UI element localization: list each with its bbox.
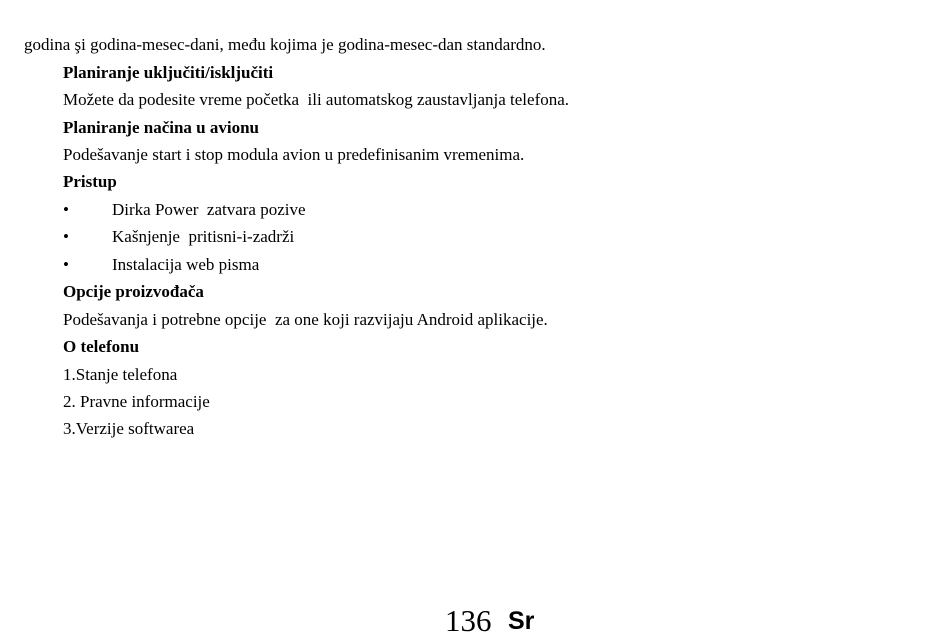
schedule-power-text: Možete da podesite vreme početka ili automatskog zaustavljanja telefona. bbox=[63, 90, 570, 109]
access-item-delay: Kašnjenje pritisni-i-zadrži bbox=[112, 227, 295, 246]
bullet-icon: • bbox=[63, 200, 69, 219]
airplane-heading: Planiranje načina u avionu bbox=[63, 118, 260, 137]
about-item-status: 1.Stanje telefona bbox=[63, 365, 178, 384]
intro-text: godina şi godina-mesec-dani, među kojima je godina-mesec-dan standardno. bbox=[24, 35, 546, 54]
bullet-icon: • bbox=[63, 227, 69, 246]
language-code: Sr bbox=[508, 607, 535, 635]
about-phone-heading: O telefonu bbox=[63, 337, 140, 356]
developer-options-text: Podešavanja i potrebne opcije za one koji razvijaju Android aplikacije. bbox=[63, 310, 548, 329]
about-item-legal: 2. Pravne informacije bbox=[63, 392, 210, 411]
bullet-icon: • bbox=[63, 255, 69, 274]
about-item-software: 3.Verzije softwarea bbox=[63, 419, 195, 438]
access-item-web-fonts: Instalacija web pisma bbox=[112, 255, 260, 274]
airplane-text: Podešavanje start i stop modula avion u predefinisanim vremenima. bbox=[63, 145, 525, 164]
page-number: 136 bbox=[445, 603, 492, 638]
schedule-power-heading: Planiranje uključiti/isključiti bbox=[63, 63, 274, 82]
developer-options-heading: Opcije proizvođača bbox=[63, 282, 204, 301]
access-item-power-key: Dirka Power zatvara pozive bbox=[112, 200, 306, 219]
access-heading: Pristup bbox=[63, 172, 117, 191]
